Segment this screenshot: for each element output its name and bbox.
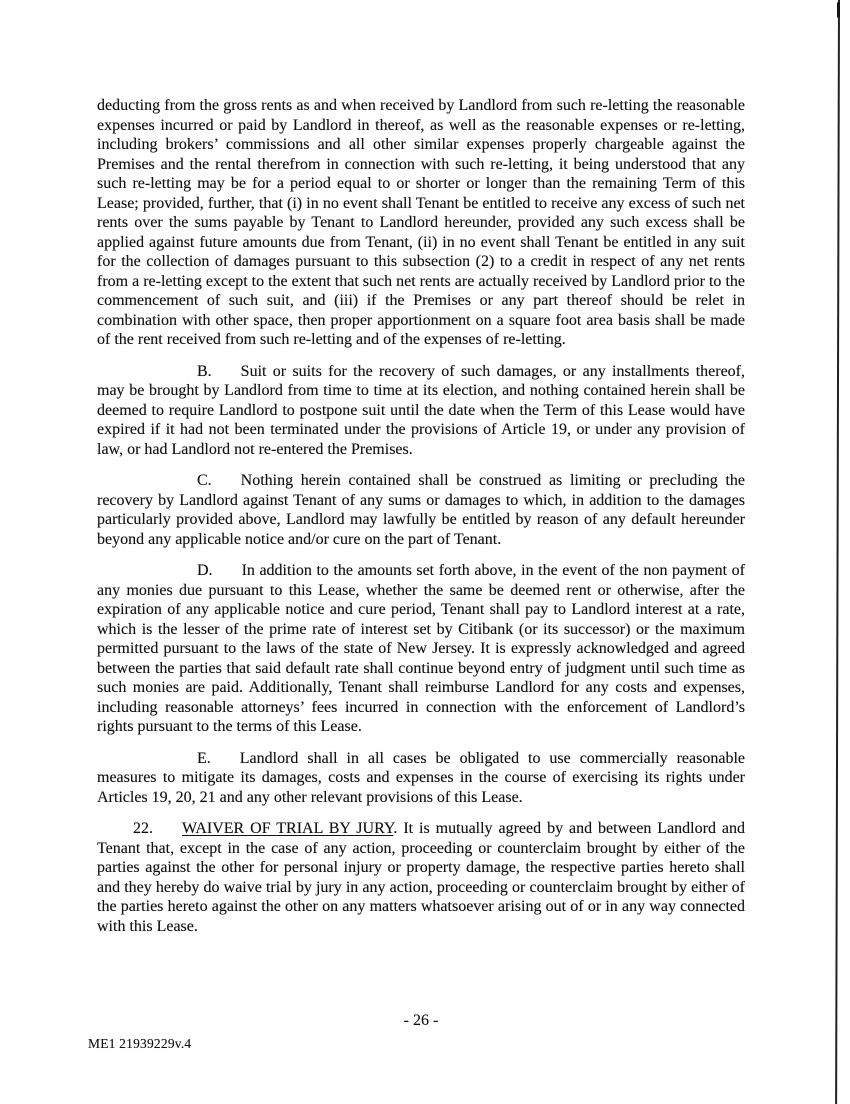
subsection-b-label: B. [197,362,212,380]
subsection-d [97,561,745,737]
section-22-heading-period: . [393,820,398,837]
subsection-c [97,471,745,549]
scan-artifact-blob [837,2,841,18]
subsection-c-text: Nothing herein contained shall be construed as limiting or precluding the recovery by Landlord against Tenant of any sums or damages to which, in addition to the damages particularly provided above, Landlord may lawfully be entitled by reason of any default hereunder beyond any applicable notice and/or cure on the part of Tenant. [97,472,745,548]
paragraph-continuation: deducting from the gross rents as and when received by Landlord from such re-letting the reasonable expenses incurred or paid by Landlord in thereof, as well as the reasonable expenses or re-letting, including brokers’ commissions and all other similar expenses properly chargeable against the Premises and the rental therefrom in connection with such re-letting, it being understood that any such re-letting may be for a period equal to or shorter or longer than the remaining Term of this Lease; provided, further, that (i) in no event shall Tenant be entitled to receive any excess of such net rents over the sums payable by Tenant to Landlord hereunder, provided any such excess shall be applied against future amounts due from Tenant, (ii) in no event shall Tenant be entitled in any suit for the collection of damages pursuant to this subsection (2) to a credit in respect of any net rents from a re-letting except to the extent that such net rents are actually received by Landlord prior to the commencement of such suit, and (iii) if the Premises or any part thereof should be relet in combination with other space, then proper apportionment on a square foot area basis shall be made of the rent received from such re-letting and of the expenses of re-letting. [97,97,745,348]
document-id: ME1 21939229v.4 [88,1036,192,1051]
subsection-d-text: In addition to the amounts set forth above, in the event of the non payment of any monies due pursuant to this Lease, whether the same be deemed rent or otherwise, after the expiration of any applicable notice and cure period, Tenant shall pay to Landlord interest at a rate, which is the lesser of the prime rate of interest set by Citibank (or its successor) or the maximum permitted pursuant to the laws of the state of New Jersey. It is expressly acknowledged and agreed between the parties that said default rate shall continue beyond entry of judgment until such time as such monies are paid. Additionally, Tenant shall reimburse Landlord for any costs and expenses, including reasonable attorneys’ fees incurred in connection with the enforcement of Landlord’s rights pursuant to the terms of this Lease. [97,562,745,735]
subsection-b-text: Suit or suits for the recovery of such damages, or any installments thereof, may be brought by Landlord from time to time at its election, and nothing contained herein shall be deemed to require Landlord to postpone suit until the date when the Term of this Lease would have expired if it had not been terminated under the provisions of Article 19, or under any provision of law, or had Landlord not re-entered the Premises. [97,362,745,458]
subsection-d-label: D. [197,562,213,579]
section-22-heading: WAIVER OF TRIAL BY JURY [182,820,394,837]
subsection-e [97,749,745,808]
subsection-e-text: Landlord shall in all cases be obligated to use commercially reasonable measures to mitigate its damages, costs and expenses in the course of exercising its rights under Articles 19, 20, 21 and any other relevant provisions of this Lease. [97,749,745,806]
section-22-text: It is mutually agreed by and between Landlord and Tenant that, except in the case of any action, proceeding or counterclaim brought by either of the parties against the other for personal injury or property damage, the respective parties hereto shall and they hereby do waive trial by jury in any action, proceeding or counterclaim brought by either of the parties hereto against the other on any matters whatsoever arising out of or in any way connected with this Lease. [97,820,745,935]
page-number: - 26 - [403,1012,439,1029]
section-22-number: 22. [133,820,153,837]
section-22 [97,819,745,936]
scan-artifact-line [835,0,839,1104]
subsection-b [97,362,745,460]
subsection-e-label: E. [197,749,211,767]
document-body [97,96,745,948]
subsection-c-label: C. [197,472,212,489]
